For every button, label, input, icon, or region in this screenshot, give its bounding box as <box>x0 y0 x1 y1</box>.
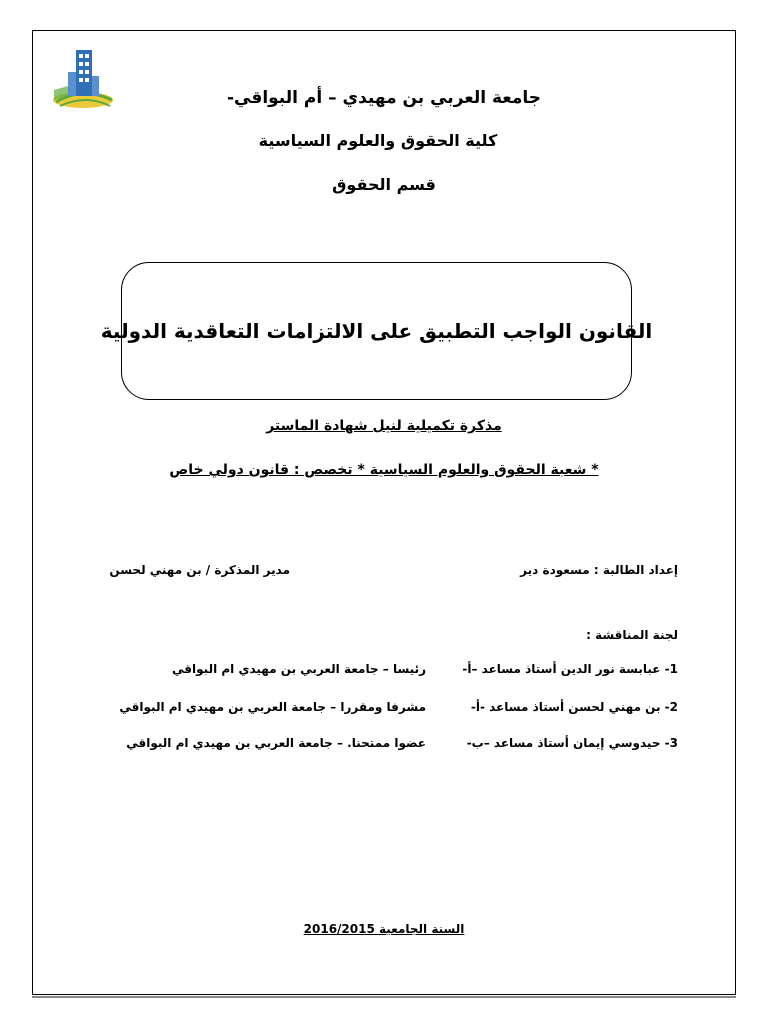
committee-member-role: عضوا ممتحنا. – جامعة العربي بن مهيدي ام البواقي <box>126 736 426 750</box>
department-name: قسم الحقوق <box>332 175 436 194</box>
university-name: جامعة العربي بن مهيدي – أم البواقي- <box>226 88 542 108</box>
committee-member-name: 2- بن مهني لحسن أستاذ مساعد -أ- <box>470 700 678 714</box>
thesis-title: القانون الواجب التطبيق على الالتزامات التعاقدية الدولية <box>100 319 653 343</box>
thesis-title-box <box>100 262 653 400</box>
specialization-line: * شعبة الحقوق والعلوم السياسية * تخصص : قانون دولي خاص <box>169 462 599 478</box>
committee-member-role: رئيسا – جامعة العربي بن مهيدي ام البواقي <box>172 662 426 676</box>
committee-member-role: مشرفا ومقررا – جامعة العربي بن مهيدي ام البواقي <box>119 700 426 714</box>
committee-member-name: 3- حيدوسي إيمان أستاذ مساعد –ب- <box>466 736 678 750</box>
committee-member-name: 1- عبابسة نور الدين أستاذ مساعد –أ- <box>462 662 678 676</box>
student-name: إعداد الطالبة : مسعودة دير <box>520 563 678 577</box>
academic-year: السنة الجامعية 2016/2015 <box>303 922 465 936</box>
bottom-rule <box>32 996 736 998</box>
thesis-type: مذكرة تكميلية لنيل شهادة الماستر <box>266 418 502 434</box>
committee-heading: لجنة المناقشة : <box>586 628 678 642</box>
faculty-name: كلية الحقوق والعلوم السياسية <box>258 131 498 150</box>
supervisor-name: مدير المذكرة / بن مهني لحسن <box>109 563 290 577</box>
